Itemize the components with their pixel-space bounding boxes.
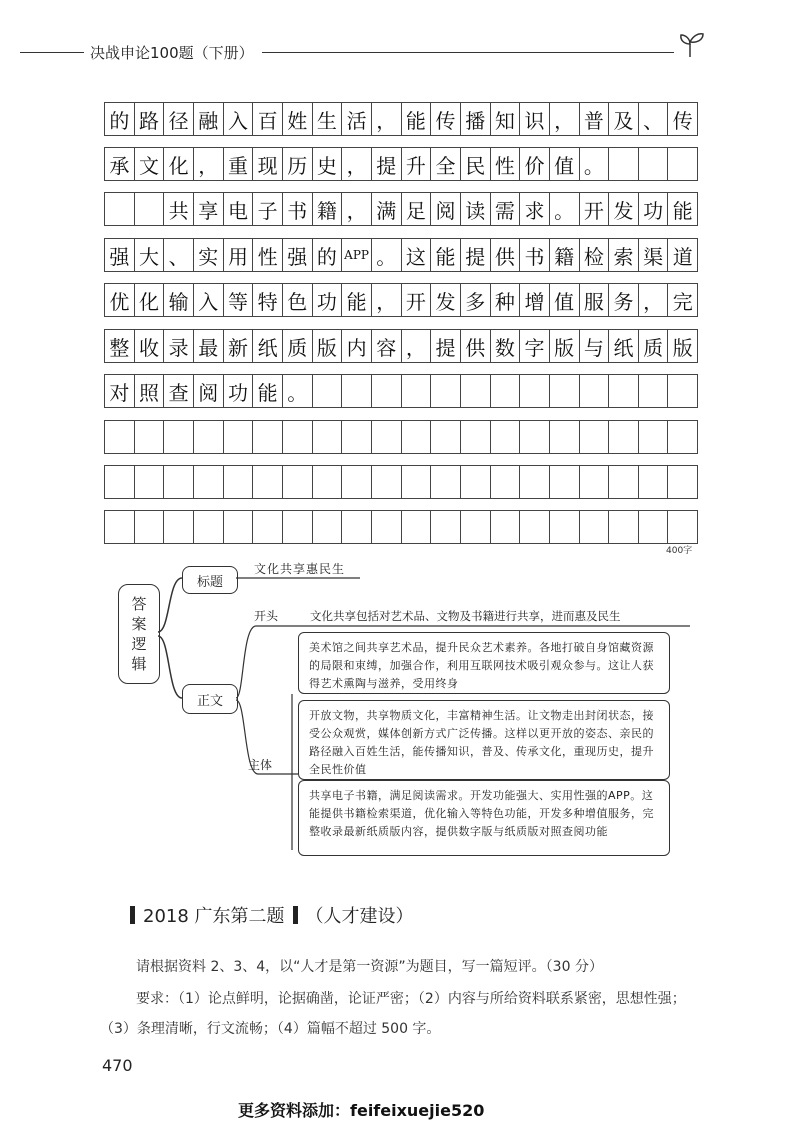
- grid-cell: [341, 420, 372, 454]
- logic-char: 辑: [131, 655, 147, 673]
- header-rule-right: [262, 52, 674, 53]
- grid-cell: [134, 510, 165, 544]
- grid-cell: [579, 420, 610, 454]
- grid-cell: 史: [312, 147, 343, 181]
- grid-cell: 完: [667, 283, 698, 317]
- grid-row: [104, 510, 698, 544]
- grid-row: [104, 329, 698, 363]
- grid-cell: [579, 465, 610, 499]
- grid-cell: [104, 420, 135, 454]
- grid-cell: [667, 420, 698, 454]
- grid-cell: 服: [579, 283, 610, 317]
- grid-cell: 电: [223, 192, 254, 226]
- grid-row: [104, 147, 698, 181]
- grid-cell: [371, 465, 402, 499]
- grid-cell: [549, 374, 580, 408]
- grid-cell: 供: [460, 329, 491, 363]
- grid-cell: [252, 510, 283, 544]
- grid-row: [104, 238, 698, 272]
- grid-cell: [371, 510, 402, 544]
- grid-cell: 提: [460, 238, 491, 272]
- grid-cell: 发: [430, 283, 461, 317]
- grid-cell: 开: [579, 192, 610, 226]
- grid-cell: [104, 192, 135, 226]
- grid-cell: 优: [104, 283, 135, 317]
- grid-cell: 容: [371, 329, 402, 363]
- grid-cell: 路: [134, 102, 165, 136]
- grid-cell: [401, 420, 432, 454]
- grid-cell: ，: [549, 102, 580, 136]
- grid-cell: [401, 510, 432, 544]
- grid-cell: 提: [371, 147, 402, 181]
- grid-cell: 及: [608, 102, 639, 136]
- grid-cell: 足: [401, 192, 432, 226]
- grid-cell: [549, 510, 580, 544]
- grid-cell: 、: [638, 102, 669, 136]
- grid-cell: 特: [252, 283, 283, 317]
- grid-cell: 数: [490, 329, 521, 363]
- grid-cell: 性: [490, 147, 521, 181]
- grid-cell: [430, 510, 461, 544]
- main-point-box-2: 开放文物，共享物质文化，丰富精神生活。让文物走出封闭状态，接受公众观赏，媒体创新方式广泛传播。这样以更开放的姿态、亲民的路径融入百姓生活，能传播知识，普及、传承文化，重现历史，提升全民性价值: [298, 700, 670, 780]
- grid-cell: [193, 510, 224, 544]
- grid-row: [104, 102, 698, 136]
- grid-cell: 传: [667, 102, 698, 136]
- grid-cell: 籍: [549, 238, 580, 272]
- grid-cell: [430, 465, 461, 499]
- grid-cell: ，: [401, 329, 432, 363]
- grid-cell: 融: [193, 102, 224, 136]
- grid-cell: [549, 420, 580, 454]
- grid-cell: 值: [549, 147, 580, 181]
- grid-cell: 发: [608, 192, 639, 226]
- grid-cell: 功: [312, 283, 343, 317]
- grid-cell: [579, 510, 610, 544]
- grid-cell: [193, 465, 224, 499]
- grid-cell: 全: [430, 147, 461, 181]
- grid-cell: 最: [193, 329, 224, 363]
- grid-cell: 的: [312, 238, 343, 272]
- grid-cell: [667, 510, 698, 544]
- grid-cell: ，: [371, 102, 402, 136]
- grid-cell: APP: [341, 238, 372, 272]
- grid-cell: 实: [193, 238, 224, 272]
- opening-label: 开头: [254, 609, 279, 623]
- grid-cell: 大: [134, 238, 165, 272]
- section-subtitle: （人才建设）: [305, 906, 414, 927]
- grid-cell: 径: [163, 102, 194, 136]
- grid-cell: 质: [282, 329, 313, 363]
- grid-cell: 入: [223, 102, 254, 136]
- grid-cell: 务: [608, 283, 639, 317]
- grid-cell: [667, 465, 698, 499]
- grid-cell: [341, 465, 372, 499]
- grid-cell: [104, 510, 135, 544]
- grid-cell: 现: [252, 147, 283, 181]
- title-node-label: 标题: [196, 574, 223, 590]
- grid-cell: 查: [163, 374, 194, 408]
- grid-cell: 化: [163, 147, 194, 181]
- grid-cell: 增: [519, 283, 550, 317]
- grid-cell: 版: [667, 329, 698, 363]
- grid-cell: 书: [282, 192, 313, 226]
- grid-cell: 道: [667, 238, 698, 272]
- grid-row: [104, 465, 698, 499]
- requirements-line-2: （3）条理清晰，行文流畅；（4）篇幅不超过 500 字。: [100, 1021, 441, 1037]
- grid-cell: 播: [460, 102, 491, 136]
- grid-cell: 价: [519, 147, 550, 181]
- grid-cell: 对: [104, 374, 135, 408]
- grid-cell: [519, 510, 550, 544]
- grid-cell: [638, 465, 669, 499]
- answer-logic-box: [118, 584, 160, 684]
- grid-cell: 阅: [193, 374, 224, 408]
- grid-cell: [371, 374, 402, 408]
- grid-cell: 求: [519, 192, 550, 226]
- logic-char: 答: [131, 595, 147, 613]
- grid-cell: 开: [401, 283, 432, 317]
- grid-cell: [223, 465, 254, 499]
- grid-cell: [282, 420, 313, 454]
- grid-cell: [667, 147, 698, 181]
- grid-cell: [341, 510, 372, 544]
- grid-cell: [608, 465, 639, 499]
- grid-cell: 性: [252, 238, 283, 272]
- grid-cell: [163, 420, 194, 454]
- grid-cell: [608, 510, 639, 544]
- grid-cell: [638, 510, 669, 544]
- body-node-label: 正文: [196, 693, 223, 709]
- grid-cell: 、: [163, 238, 194, 272]
- grid-cell: [104, 465, 135, 499]
- grid-cell: [490, 465, 521, 499]
- grid-cell: [460, 420, 491, 454]
- grid-cell: 提: [430, 329, 461, 363]
- grid-cell: [163, 510, 194, 544]
- requirements-line-1: 要求：（1）论点鲜明，论据确凿，论证严密；（2）内容与所给资料联系紧密，思想性强；: [136, 991, 686, 1007]
- grid-cell: 照: [134, 374, 165, 408]
- grid-cell: 色: [282, 283, 313, 317]
- main-point-box-1: 美术馆之间共享艺术品，提升民众艺术素养。各地打破自身馆藏资源的局限和束缚，加强合作，利用互联网技术吸引观众参与。这让人获得艺术熏陶与滋养，受用终身: [298, 632, 670, 694]
- grid-cell: [667, 374, 698, 408]
- grid-cell: [223, 420, 254, 454]
- grid-cell: 纸: [252, 329, 283, 363]
- grid-cell: 种: [490, 283, 521, 317]
- grid-cell: [519, 420, 550, 454]
- grid-cell: [519, 465, 550, 499]
- grid-cell: [223, 510, 254, 544]
- grid-cell: [608, 374, 639, 408]
- grid-cell: 读: [460, 192, 491, 226]
- grid-row: [104, 420, 698, 454]
- grid-cell: [549, 465, 580, 499]
- grid-cell: ，: [371, 283, 402, 317]
- grid-cell: 功: [223, 374, 254, 408]
- grid-cell: 的: [104, 102, 135, 136]
- page-number: 470: [102, 1056, 133, 1075]
- grid-cell: 百: [252, 102, 283, 136]
- grid-cell: 索: [608, 238, 639, 272]
- grid-cell: ，: [341, 147, 372, 181]
- grid-cell: 承: [104, 147, 135, 181]
- title-node: [182, 566, 238, 594]
- grid-cell: 识: [519, 102, 550, 136]
- grid-cell: 姓: [282, 102, 313, 136]
- grid-cell: 整: [104, 329, 135, 363]
- grid-cell: [490, 374, 521, 408]
- grid-cell: [430, 374, 461, 408]
- grid-cell: [341, 374, 372, 408]
- grid-cell: 字: [519, 329, 550, 363]
- opening-text: 文化共享包括对艺术品、文物及书籍进行共享，进而惠及民生: [310, 609, 621, 623]
- grid-cell: 普: [579, 102, 610, 136]
- grid-cell: 新: [223, 329, 254, 363]
- main-point-box-3: 共享电子书籍，满足阅读需求。开发功能强大、实用性强的APP。这能提供书籍检索渠道，优化输入等特色功能，开发多种增值服务，完整收录最新纸质版内容，提供数字版与纸质版对照查阅功能: [298, 780, 670, 856]
- grid-cell: [579, 374, 610, 408]
- grid-cell: 入: [193, 283, 224, 317]
- grid-cell: 值: [549, 283, 580, 317]
- grid-cell: [134, 420, 165, 454]
- logic-char: 案: [131, 615, 147, 633]
- grid-cell: 书: [519, 238, 550, 272]
- footer-note: 更多资料添加：feifeixuejie520: [238, 1101, 485, 1120]
- grid-cell: [193, 420, 224, 454]
- grid-cell: [608, 420, 639, 454]
- grid-cell: 满: [371, 192, 402, 226]
- grid-cell: [134, 465, 165, 499]
- grid-cell: [252, 420, 283, 454]
- grid-cell: 生: [312, 102, 343, 136]
- grid-cell: 强: [282, 238, 313, 272]
- grid-cell: ，: [341, 192, 372, 226]
- grid-cell: 活: [341, 102, 372, 136]
- section-heading: [122, 902, 414, 928]
- grid-cell: 与: [579, 329, 610, 363]
- grid-cell: 版: [312, 329, 343, 363]
- main-label: 主体: [248, 758, 273, 772]
- grid-cell: 。: [371, 238, 402, 272]
- grid-cell: [519, 374, 550, 408]
- grid-cell: 子: [252, 192, 283, 226]
- grid-cell: 升: [401, 147, 432, 181]
- grid-cell: [401, 374, 432, 408]
- grid-cell: 。: [549, 192, 580, 226]
- body-node: [182, 684, 238, 714]
- grid-cell: ，: [638, 283, 669, 317]
- grid-cell: 供: [490, 238, 521, 272]
- grid-cell: 知: [490, 102, 521, 136]
- grid-cell: 。: [579, 147, 610, 181]
- grid-cell: 能: [667, 192, 698, 226]
- grid-cell: [312, 510, 343, 544]
- grid-cell: [163, 465, 194, 499]
- grid-cell: 收: [134, 329, 165, 363]
- grid-cell: 能: [401, 102, 432, 136]
- grid-row: [104, 374, 698, 408]
- header-title: 决战申论100题（下册）: [90, 44, 254, 62]
- sprout-icon: [676, 30, 706, 58]
- grid-row: [104, 283, 698, 317]
- grid-cell: 检: [579, 238, 610, 272]
- grid-cell: [282, 465, 313, 499]
- grid-cell: 功: [638, 192, 669, 226]
- heading-bar-icon: [293, 906, 298, 924]
- grid-cell: 多: [460, 283, 491, 317]
- grid-cell: 等: [223, 283, 254, 317]
- grid-cell: 纸: [608, 329, 639, 363]
- grid-cell: 阅: [430, 192, 461, 226]
- grid-cell: 历: [282, 147, 313, 181]
- grid-cell: 籍: [312, 192, 343, 226]
- grid-cell: 质: [638, 329, 669, 363]
- grid-cell: 重: [223, 147, 254, 181]
- grid-cell: [312, 465, 343, 499]
- grid-cell: 需: [490, 192, 521, 226]
- grid-cell: [638, 147, 669, 181]
- grid-cell: [312, 374, 343, 408]
- grid-cell: [371, 420, 402, 454]
- grid-cell: [638, 420, 669, 454]
- grid-cell: [430, 420, 461, 454]
- logic-char: 逻: [131, 635, 147, 653]
- grid-cell: [312, 420, 343, 454]
- grid-cell: 用: [223, 238, 254, 272]
- grid-cell: [490, 510, 521, 544]
- grid-cell: [282, 510, 313, 544]
- grid-cell: 强: [104, 238, 135, 272]
- grid-cell: 能: [430, 238, 461, 272]
- grid-cell: ，: [193, 147, 224, 181]
- grid-cell: 输: [163, 283, 194, 317]
- section-title: 2018 广东第二题: [143, 906, 285, 927]
- grid-row: [104, 192, 698, 226]
- grid-cell: [252, 465, 283, 499]
- grid-cell: 渠: [638, 238, 669, 272]
- grid-cell: [401, 465, 432, 499]
- grid-cell: 享: [193, 192, 224, 226]
- grid-cell: [460, 510, 491, 544]
- grid-cell: 共: [163, 192, 194, 226]
- heading-bar-icon: [130, 906, 135, 924]
- grid-cell: [638, 374, 669, 408]
- title-text: 文化共享惠民生: [254, 562, 346, 576]
- header-rule-left: [20, 52, 84, 53]
- grid-cell: 文: [134, 147, 165, 181]
- grid-cell: 传: [430, 102, 461, 136]
- grid-cell: 录: [163, 329, 194, 363]
- question-text: 请根据资料 2、3、4，以“人才是第一资源”为题目，写一篇短评。（30 分）: [136, 959, 603, 975]
- grid-cell: 能: [341, 283, 372, 317]
- grid-cell: [460, 465, 491, 499]
- grid-cell: 民: [460, 147, 491, 181]
- grid-cell: [134, 192, 165, 226]
- grid-cell: 。: [282, 374, 313, 408]
- grid-cell: 内: [341, 329, 372, 363]
- grid-cell: [490, 420, 521, 454]
- grid-cell: [608, 147, 639, 181]
- word-count-label: 400字: [666, 546, 693, 556]
- grid-cell: [460, 374, 491, 408]
- grid-cell: 版: [549, 329, 580, 363]
- grid-cell: 能: [252, 374, 283, 408]
- grid-cell: 化: [134, 283, 165, 317]
- grid-cell: 这: [401, 238, 432, 272]
